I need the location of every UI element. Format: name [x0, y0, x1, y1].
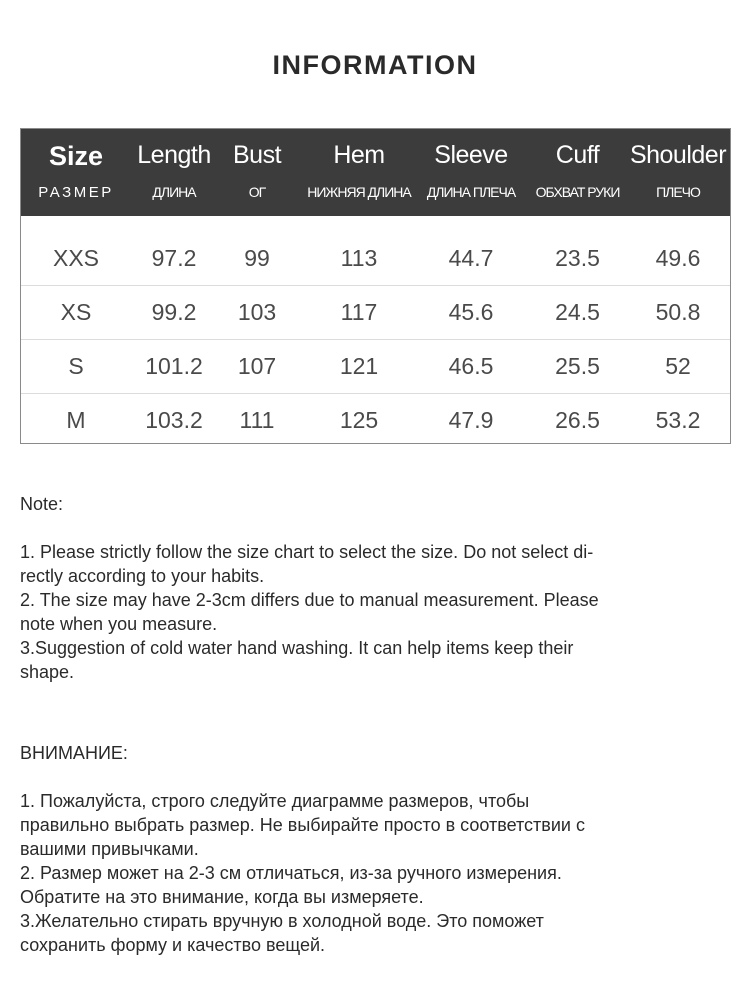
header-sleeve-en: Sleeve	[434, 141, 508, 169]
table-row	[21, 231, 730, 286]
attention-line: 2. Размер может на 2-3 см отличаться, из-за ручного измерения.	[20, 863, 562, 883]
cell-length: 103.2	[145, 407, 203, 433]
header-cuff-ru: ОБХВАТ РУКИ	[535, 184, 620, 200]
note-section	[20, 492, 720, 516]
cell-cuff: 26.5	[555, 407, 600, 433]
header-bust-en: Bust	[232, 141, 282, 169]
cell-size: XXS	[52, 245, 100, 271]
attention-line: 3.Желательно стирать вручную в холодной воде. Это поможет	[20, 911, 544, 931]
header-hem-en: Hem	[333, 141, 385, 169]
cell-size: XS	[60, 299, 92, 325]
attention-line: правильно выбрать размер. Не выбирайте просто в соответствии с	[20, 815, 585, 835]
cell-shoulder: 52	[665, 353, 691, 379]
header-bust-ru: ОГ	[248, 184, 266, 200]
header-length-en: Length	[137, 141, 211, 169]
cell-shoulder: 53.2	[655, 407, 701, 433]
header-hem-ru: НИЖНЯЯ ДЛИНА	[307, 184, 411, 200]
header-shoulder	[626, 129, 730, 216]
cell-sleeve: 44.7	[448, 245, 494, 271]
header-size-en: Size	[48, 141, 104, 171]
header-shoulder-en: Shoulder	[629, 141, 727, 169]
cell-length: 97.2	[151, 245, 197, 271]
note-line: note when you measure.	[20, 614, 218, 634]
note-line: 1. Please strictly follow the size chart to select the size. Do not select di-	[20, 542, 594, 562]
cell-cuff: 23.5	[555, 245, 600, 271]
attention-line: 1. Пожалуйста, строго следуйте диаграмме размеров, чтобы	[20, 791, 530, 811]
header-sleeve-ru: ДЛИНА ПЛЕЧА	[426, 184, 516, 200]
header-cuff-en: Cuff	[555, 141, 600, 169]
cell-hem: 117	[340, 299, 378, 325]
note-line: rectly according to your habits.	[20, 566, 265, 586]
cell-hem: 113	[340, 245, 378, 271]
header-shoulder-ru: ПЛЕЧО	[656, 184, 700, 200]
note-line: shape.	[20, 662, 75, 682]
cell-cuff: 25.5	[555, 353, 600, 379]
attention-section	[20, 741, 720, 765]
attention-line: вашими привычками.	[20, 839, 199, 859]
cell-bust: 103	[237, 299, 277, 325]
cell-bust: 111	[239, 407, 275, 433]
cell-hem: 125	[339, 407, 379, 433]
cell-hem: 121	[339, 353, 379, 379]
note-line: 3.Suggestion of cold water hand washing. It can help items keep their	[20, 638, 574, 658]
table-row	[21, 285, 730, 340]
note-heading: Note:	[20, 494, 64, 514]
attention-list	[20, 789, 720, 957]
cell-sleeve: 45.6	[448, 299, 494, 325]
attention-line: Обратите на это внимание, когда вы измеряете.	[20, 887, 424, 907]
header-bust	[217, 129, 297, 216]
note-list	[20, 540, 720, 684]
table-row	[21, 339, 730, 394]
attention-heading: ВНИМАНИЕ:	[20, 743, 128, 763]
cell-cuff: 24.5	[555, 299, 600, 325]
cell-size: S	[68, 353, 84, 379]
header-length	[131, 129, 217, 216]
header-sleeve	[421, 129, 521, 216]
cell-length: 99.2	[151, 299, 197, 325]
table-header	[21, 129, 730, 216]
header-cuff	[521, 129, 634, 216]
cell-bust: 99	[244, 245, 270, 271]
header-size-ru: РАЗМЕР	[38, 184, 114, 201]
header-length-ru: ДЛИНА	[152, 184, 196, 200]
cell-shoulder: 50.8	[655, 299, 701, 325]
cell-bust: 107	[237, 353, 277, 379]
size-chart-table	[20, 128, 731, 444]
note-line: 2. The size may have 2-3cm differs due to manual measurement. Please	[20, 590, 599, 610]
cell-shoulder: 49.6	[655, 245, 701, 271]
table-row	[21, 393, 730, 447]
cell-size: M	[66, 407, 86, 433]
header-hem	[297, 129, 421, 216]
page-title: INFORMATION	[272, 50, 478, 80]
cell-sleeve: 46.5	[448, 353, 494, 379]
header-size	[21, 129, 131, 216]
cell-sleeve: 47.9	[448, 407, 494, 433]
cell-length: 101.2	[145, 353, 203, 379]
attention-line: сохранить форму и качество вещей.	[20, 935, 326, 955]
